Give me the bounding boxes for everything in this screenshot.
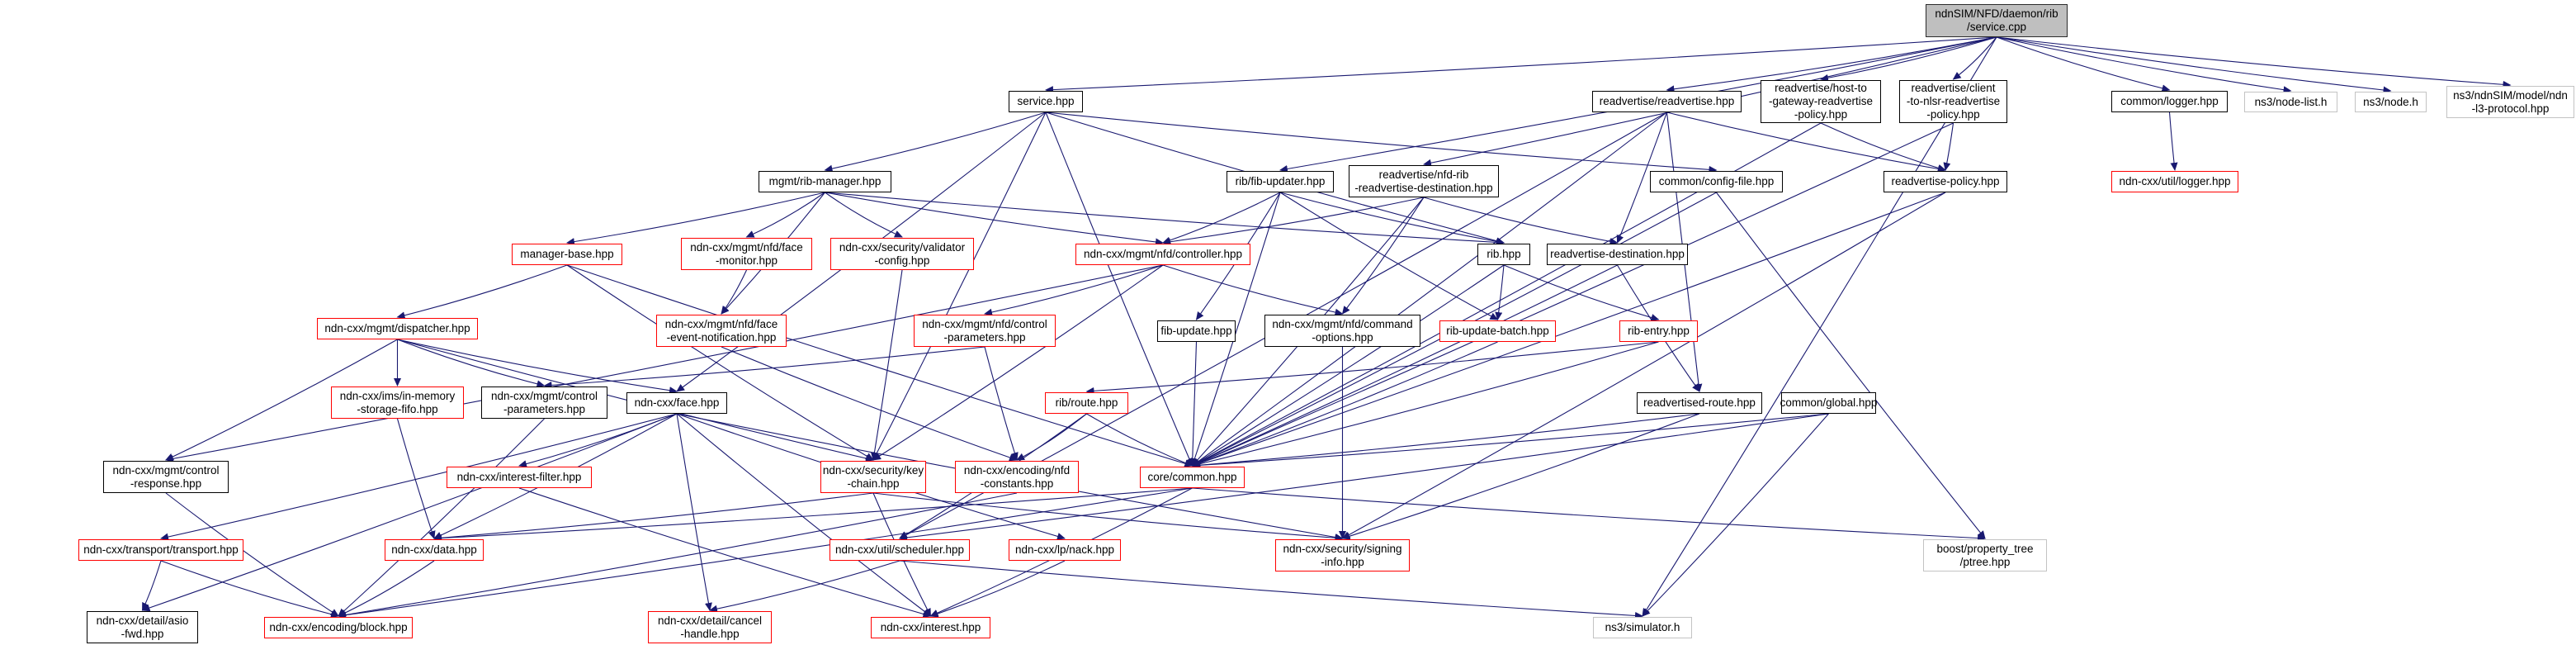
graph-node-global_hpp[interactable] [1781, 392, 1876, 414]
node-label-line: ndn-cxx/security/validator [839, 240, 966, 254]
edge-face_monitor-to-face_event [721, 270, 747, 314]
edge-service_hpp-to-key_chain [873, 112, 1046, 460]
node-label-line: ndn-cxx/mgmt/dispatcher.hpp [324, 322, 470, 334]
node-label-line: service.hpp [1017, 95, 1075, 107]
node-label-line: ndn-cxx/mgmt/nfd/control [922, 317, 1047, 330]
node-label-line: -config.hpp [874, 254, 930, 267]
node-label-line: readvertise-destination.hpp [1550, 248, 1685, 260]
graph-node-face_monitor[interactable] [681, 238, 812, 270]
graph-node-readv_policy[interactable] [1884, 171, 2007, 192]
graph-node-key_chain[interactable] [820, 461, 926, 493]
edge-readv_dest-to-core_common [1193, 265, 1618, 466]
node-label-line: ndn-cxx/ims/in-memory [339, 389, 456, 402]
graph-node-transport[interactable] [78, 539, 243, 561]
node-label-line: ns3/node.h [2363, 95, 2418, 108]
node-label-line: readvertise-policy.hpp [1891, 175, 2000, 187]
edge-host_gw-to-readv_policy [1821, 123, 1945, 170]
node-label-line: -info.hpp [1321, 555, 1364, 568]
graph-node-rib_manager[interactable] [759, 171, 891, 192]
graph-node-rib_update_batch[interactable] [1439, 320, 1556, 342]
node-label-line: readvertised-route.hpp [1643, 396, 1756, 409]
node-label-line: ns3/simulator.h [1605, 621, 1680, 633]
node-label-line: ndnSIM/NFD/daemon/rib [1935, 7, 2058, 20]
graph-node-readvertise[interactable] [1592, 91, 1742, 112]
node-label-line: ndn-cxx/detail/asio [96, 614, 189, 627]
graph-node-asio_fwd[interactable] [87, 611, 198, 643]
graph-node-face_event[interactable] [656, 315, 787, 347]
edge-service_cpp-to-l3proto [1997, 37, 2511, 85]
node-label-line: -policy.hpp [1926, 108, 1980, 121]
node-label-line: boost/property_tree [1936, 542, 2034, 555]
edge-transport-to-asio_fwd [143, 561, 162, 610]
graph-node-scheduler[interactable] [830, 539, 970, 561]
node-label-line: ndn-cxx/lp/nack.hpp [1014, 543, 1115, 556]
graph-node-manager_base[interactable] [512, 244, 622, 265]
node-label-line: ndn-cxx/security/key [822, 463, 924, 477]
edge-core_common-to-ptree [1193, 488, 1986, 538]
edge-scheduler-to-cancel_handle [710, 561, 900, 610]
edge-route_hpp-to-core_common [1087, 414, 1193, 466]
node-label-line: ndn-cxx/mgmt/nfd/face [690, 240, 803, 254]
graph-node-client_nlsr[interactable] [1899, 80, 2007, 123]
node-label-line: ndn-cxx/security/signing [1283, 542, 1402, 555]
node-label-line: -options.hpp [1312, 330, 1373, 344]
node-label-line: -policy.hpp [1794, 108, 1848, 121]
edge-rib_hpp-to-rib_entry [1504, 265, 1659, 320]
graph-node-rib_entry[interactable] [1619, 320, 1698, 342]
edge-route_hpp-to-nfd_constants [1017, 414, 1087, 460]
edge-rib_entry-to-core_common [1193, 342, 1659, 466]
node-label-line: ndn-cxx/mgmt/nfd/controller.hpp [1083, 248, 1243, 260]
node-label-line: -gateway-readvertise [1768, 95, 1874, 107]
node-label-line: -parameters.hpp [503, 402, 586, 415]
edge-manager_base-to-dispatcher [398, 265, 568, 317]
node-label-line: rib-entry.hpp [1628, 325, 1690, 337]
edge-face_hpp-to-cancel_handle [677, 414, 710, 610]
graph-node-interest_filter[interactable] [447, 467, 592, 488]
graph-node-cancel_handle[interactable] [648, 611, 772, 643]
edge-ctrl_params_nfd-to-ctrl_params [545, 347, 985, 386]
node-label-line: ndn-cxx/util/scheduler.hpp [834, 543, 965, 556]
graph-node-service_cpp[interactable] [1926, 4, 2068, 37]
node-label-line: common/logger.hpp [2120, 95, 2219, 107]
edge-service_cpp-to-node_h [1997, 37, 2391, 91]
edge-rib_entry-to-route_hpp [1087, 342, 1659, 391]
edge-face_hpp-to-interest [677, 414, 931, 616]
edge-service_cpp-to-logger [1997, 37, 2170, 90]
graph-node-controller[interactable] [1075, 244, 1250, 265]
edge-ctrl_params_nfd-to-nfd_constants [985, 347, 1017, 460]
graph-node-ptree [1923, 539, 2047, 571]
node-label-line: ndn-cxx/encoding/nfd [963, 463, 1071, 477]
edge-nfd_rib_dest-to-readv_dest [1424, 197, 1618, 243]
node-label-line: ndn-cxx/detail/cancel [657, 614, 763, 627]
node-label-line: ndn-cxx/mgmt/control [112, 463, 220, 477]
node-label-line: rib/route.hpp [1055, 396, 1118, 409]
edge-ims_fifo-to-data_hpp [398, 419, 435, 538]
edge-controller-to-ctrl_response [166, 265, 1163, 460]
edge-readv_route-to-core_common [1193, 414, 1700, 466]
graph-node-rib_hpp[interactable] [1477, 244, 1530, 265]
edge-rib_hpp-to-rib_update_batch [1498, 265, 1505, 320]
node-label-line: readvertise/host-to [1775, 82, 1867, 94]
node-label-line: ndn-cxx/encoding/block.hpp [269, 621, 408, 633]
node-label-line: ndn-cxx/interest-filter.hpp [456, 471, 582, 483]
node-label-line: ns3/ndnSIM/model/ndn [2453, 88, 2568, 102]
node-label-line: ndn-cxx/interest.hpp [880, 621, 981, 633]
node-label-line: /ptree.hpp [1959, 555, 2011, 568]
node-label-line: common/config-file.hpp [1658, 175, 1775, 187]
edge-transport-to-block [161, 561, 338, 616]
node-label-line: ndn-cxx/mgmt/nfd/face [664, 317, 778, 330]
edge-scheduler-to-simulator [900, 561, 1642, 616]
node-label-line: -storage-fifo.hpp [357, 402, 438, 415]
edge-service_hpp-to-rib_manager [825, 112, 1047, 170]
node-label-line: -chain.hpp [847, 477, 900, 490]
edge-config_file-to-ptree [1717, 192, 1986, 538]
graph-node-fib_updater[interactable] [1227, 171, 1334, 192]
node-label-line: core/common.hpp [1147, 471, 1237, 483]
edge-face_hpp-to-interest_filter [519, 414, 677, 466]
node-label-line: /service.cpp [1966, 21, 2027, 33]
node-label-line: -to-nlsr-readvertise [1906, 95, 2001, 107]
node-label-line: -readvertise-destination.hpp [1354, 181, 1493, 194]
graph-node-data_hpp[interactable] [385, 539, 484, 561]
graph-node-core_common[interactable] [1140, 467, 1245, 488]
graph-node-ctrl_params[interactable] [481, 387, 607, 419]
node-label-line: ndn-cxx/mgmt/nfd/command [1272, 317, 1413, 330]
node-label-line: rib/fib-updater.hpp [1235, 175, 1326, 187]
edge-rib_manager-to-face_monitor [747, 192, 825, 237]
graph-node-face_hpp[interactable] [626, 392, 727, 414]
node-label-line: readvertise/nfd-rib [1378, 168, 1469, 181]
graph-node-dispatcher[interactable] [317, 318, 478, 339]
node-label-line: ns3/node-list.h [2254, 95, 2328, 108]
edge-global_hpp-to-core_common [1193, 414, 1829, 466]
graph-node-interest[interactable] [871, 617, 990, 638]
graph-node-util_logger[interactable] [2111, 171, 2238, 192]
node-label-line: ndn-cxx/face.hpp [634, 396, 720, 409]
node-label-line: -l3-protocol.hpp [2471, 102, 2550, 115]
edge-face_hpp-to-asio_fwd [143, 414, 678, 610]
graph-node-l3proto [2446, 86, 2574, 118]
node-label-line: rib.hpp [1487, 248, 1521, 260]
edge-rib_manager-to-rib_hpp [825, 192, 1505, 243]
node-label-line: -monitor.hpp [715, 254, 778, 267]
edge-fib_update-to-core_common [1193, 342, 1197, 466]
graph-node-host_gw[interactable] [1761, 80, 1881, 123]
node-label-line: readvertise/readvertise.hpp [1599, 95, 1735, 107]
node-label-line: manager-base.hpp [520, 248, 614, 260]
graph-node-readv_route[interactable] [1637, 392, 1762, 414]
graph-node-ctrl_params_nfd[interactable] [914, 315, 1056, 347]
node-label-line: ndn-cxx/mgmt/control [490, 389, 598, 402]
node-label-line: ndn-cxx/util/logger.hpp [2119, 175, 2231, 187]
node-label-line: common/global.hpp [1780, 396, 1878, 409]
edge-face_hpp-to-transport [161, 414, 677, 538]
node-label-line: -response.hpp [130, 477, 202, 490]
graph-node-readv_dest[interactable] [1547, 244, 1688, 265]
node-label-line: -constants.hpp [980, 477, 1054, 490]
edge-controller-to-ctrl_params_nfd [985, 265, 1163, 314]
node-label-line: -parameters.hpp [943, 330, 1026, 344]
node-label-line: rib-update-batch.hpp [1446, 325, 1549, 337]
edge-rib_manager-to-manager_base [567, 192, 825, 243]
graph-node-signing_info[interactable] [1275, 539, 1410, 571]
graph-node-nfd_rib_dest[interactable] [1349, 165, 1499, 197]
graph-node-route_hpp[interactable] [1045, 392, 1128, 414]
edge-service_cpp-to-node_list [1997, 37, 2291, 91]
edge-rib_manager-to-controller [825, 192, 1164, 243]
edge-rib_hpp-to-core_common [1193, 265, 1505, 466]
graph-node-simulator [1593, 617, 1692, 638]
graph-node-ctrl_response[interactable] [103, 461, 229, 493]
node-label-line: ndn-cxx/transport/transport.hpp [83, 543, 239, 556]
edge-fib_updater-to-controller [1163, 192, 1280, 243]
node-label-line: -event-notification.hpp [666, 330, 777, 344]
edge-controller-to-cmd_options [1163, 265, 1343, 314]
edge-client_nlsr-to-readv_policy [1945, 123, 1954, 170]
edge-core_common-to-data_hpp [434, 488, 1193, 538]
edge-face_event-to-nfd_constants [721, 347, 1017, 460]
graph-node-logger[interactable] [2111, 91, 2228, 112]
graph-node-node_list [2244, 92, 2337, 112]
graph-node-config_file[interactable] [1650, 171, 1783, 192]
node-label-line: mgmt/rib-manager.hpp [768, 175, 882, 187]
edge-global_hpp-to-simulator [1642, 414, 1829, 616]
graph-node-fib_update[interactable] [1157, 320, 1236, 342]
graph-node-cmd_options[interactable] [1264, 315, 1420, 347]
graph-node-node_h [2355, 92, 2427, 112]
graph-node-ims_fifo[interactable] [331, 387, 464, 419]
graph-node-service_hpp[interactable] [1009, 91, 1083, 112]
edge-nfd_rib_dest-to-controller [1163, 197, 1424, 243]
graph-node-validator_config[interactable] [830, 238, 974, 270]
edge-dispatcher-to-ctrl_params [398, 339, 545, 386]
graph-node-block[interactable] [264, 617, 413, 638]
node-label-line: -fwd.hpp [121, 627, 164, 640]
node-label-line: -handle.hpp [680, 627, 740, 640]
edge-logger-to-util_logger [2170, 112, 2176, 170]
graph-node-nfd_constants[interactable] [955, 461, 1079, 493]
node-label-line: fib-update.hpp [1160, 325, 1232, 337]
node-label-line: ndn-cxx/data.hpp [391, 543, 477, 556]
node-label-line: readvertise/client [1911, 82, 1996, 94]
graph-node-nack[interactable] [1009, 539, 1121, 561]
